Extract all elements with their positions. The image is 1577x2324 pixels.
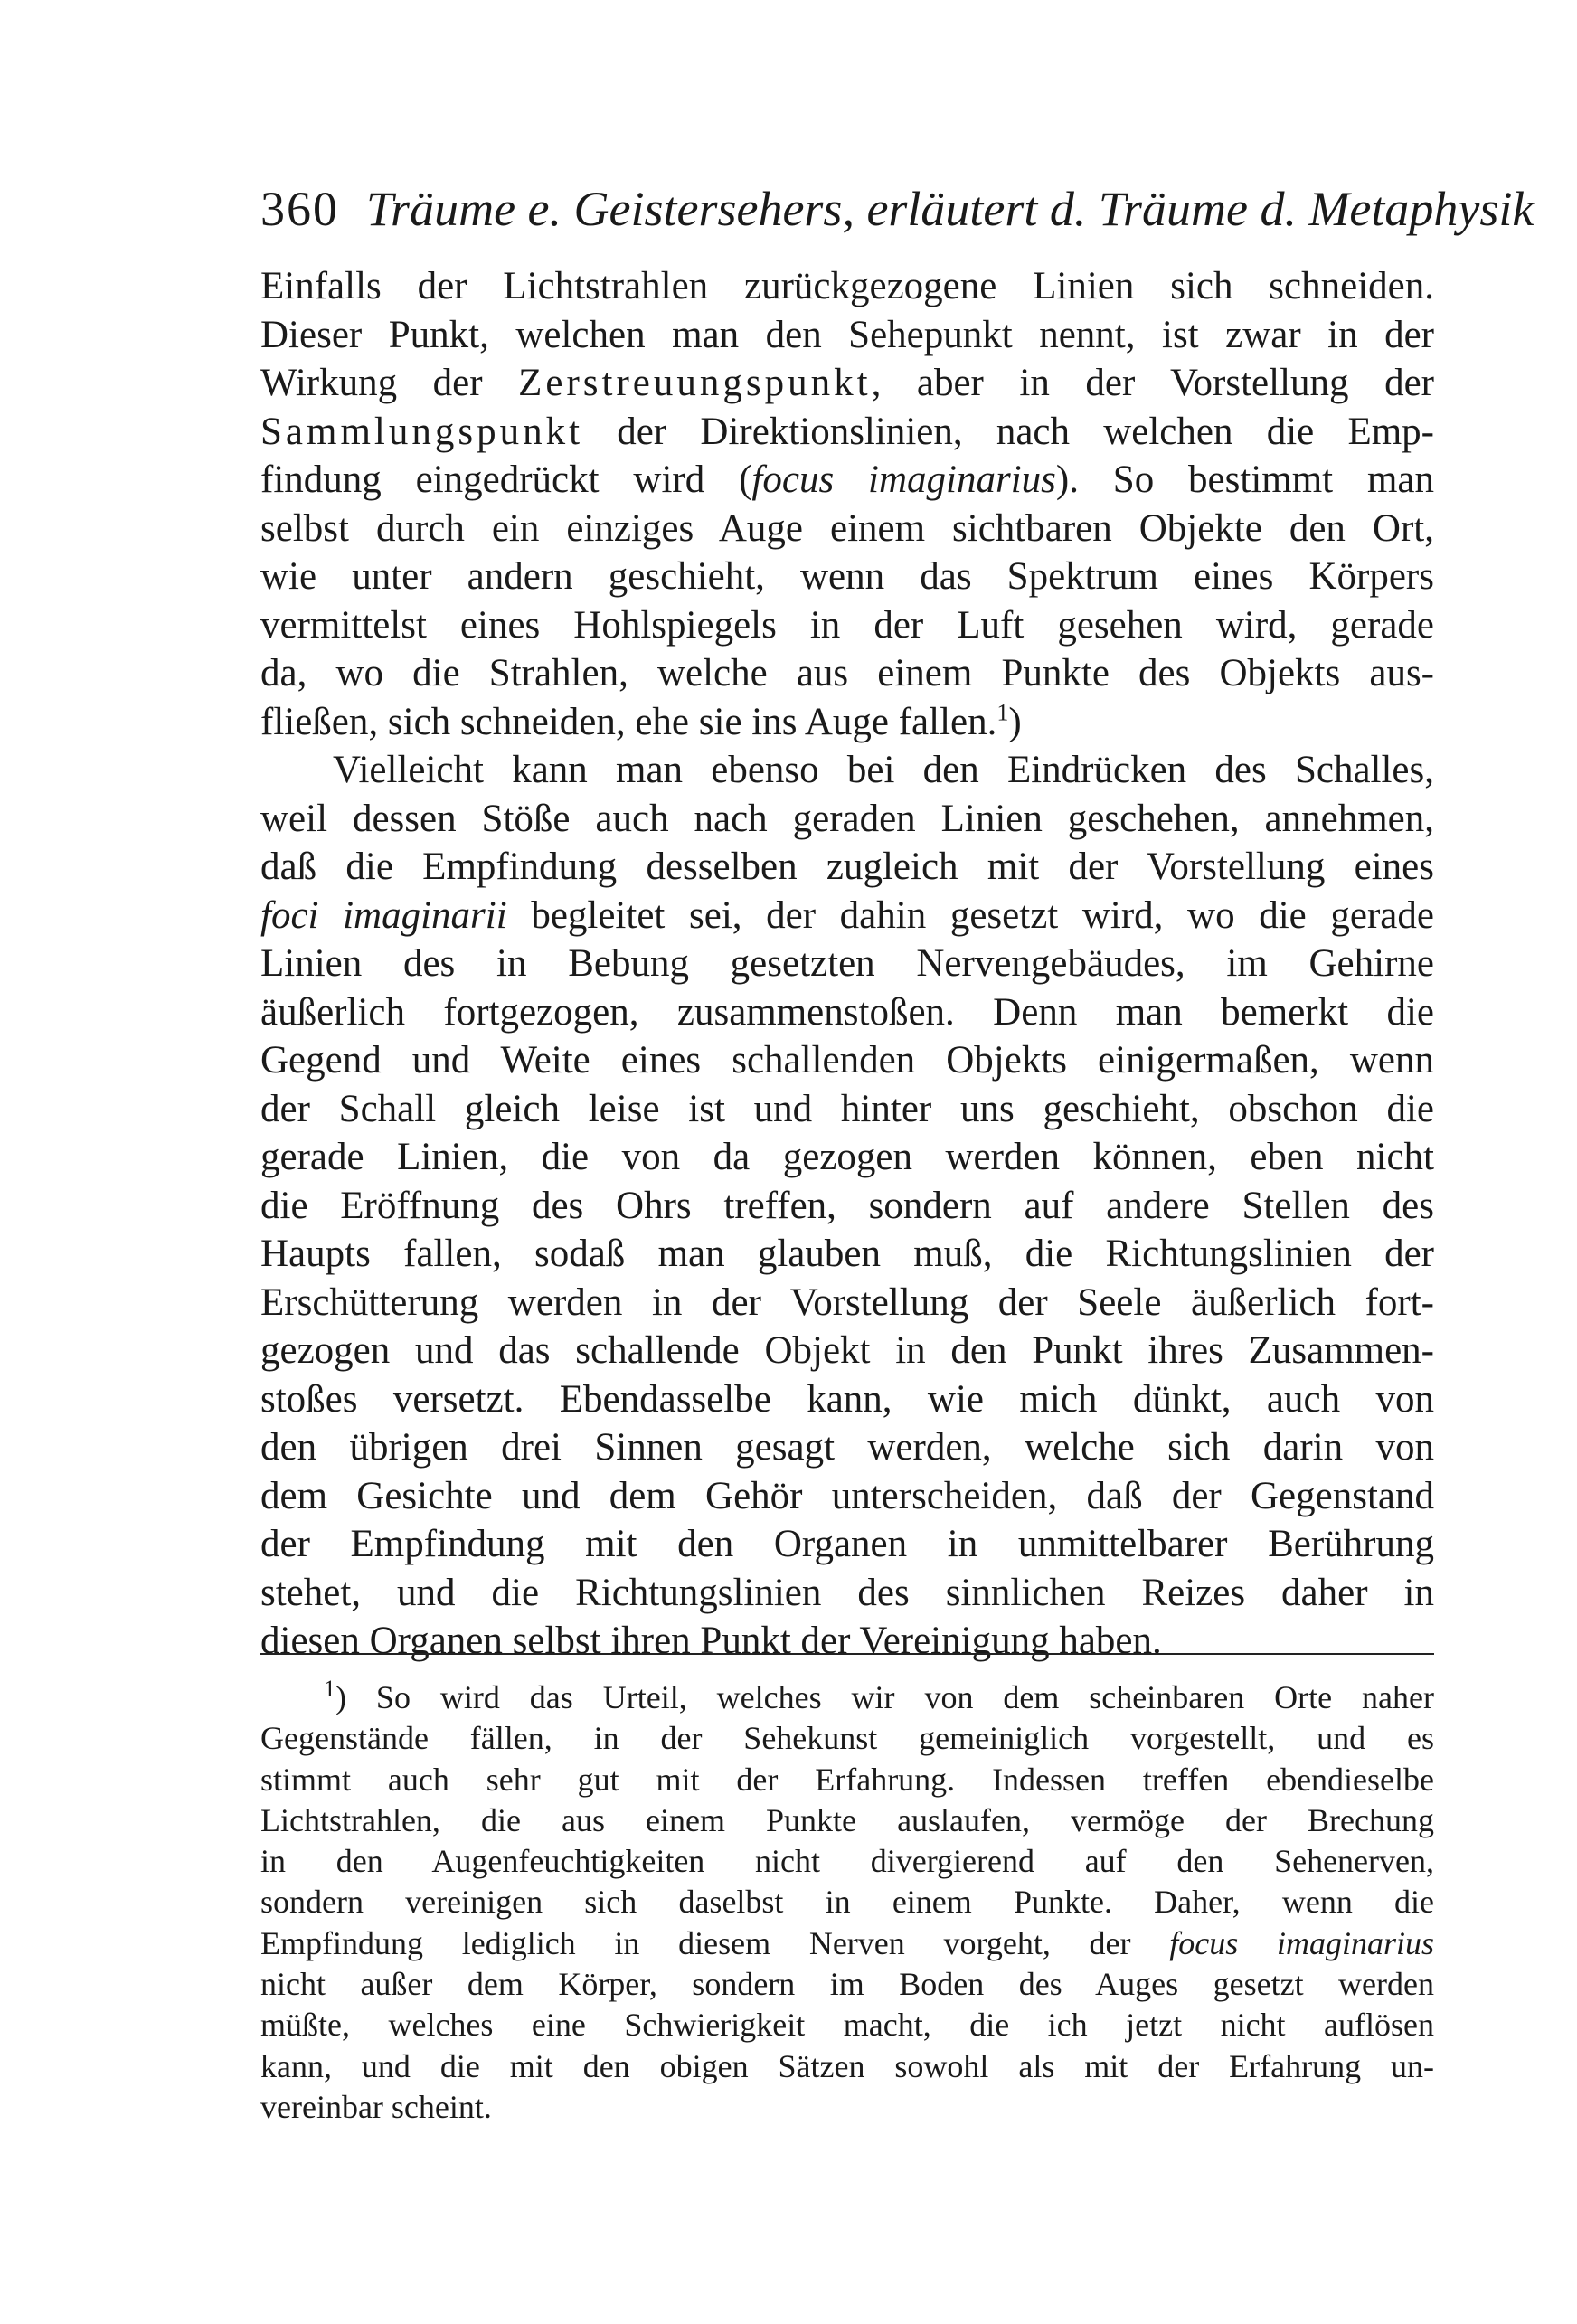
text-line: Erschütterung werden in der Vorstellung der Seele äußerlich fort- xyxy=(260,1280,1434,1324)
text-line: gezogen und das schallende Objekt in den Punkt ihres Zusammen- xyxy=(260,1329,1434,1372)
footnote-line: stimmt auch sehr gut mit der Erfahrung. Indessen treffen ebendieselbe xyxy=(260,1761,1434,1798)
text-line: Vielleicht kann man ebenso bei den Eindrücken des Schalles, xyxy=(333,749,1434,791)
text-line: fließen, sich schneiden, ehe sie ins Auge fallen.$^1$) xyxy=(260,699,1022,743)
text-line: findung eingedrückt wird (focus imaginarius). So bestimmt man xyxy=(260,458,1434,501)
text-line: diesen Organen selbst ihren Punkt der Vereinigung haben. xyxy=(260,1620,1162,1662)
text-line: Sammlungspunkt der Direktionslinien, nach welchen die Emp- xyxy=(260,410,1434,453)
text-line: den übrigen drei Sinnen gesagt werden, welche sich darin von xyxy=(260,1426,1434,1469)
text-line: da, wo die Strahlen, welche aus einem Punkte des Objekts aus- xyxy=(260,652,1434,694)
footnote-line: kann, und die mit den obigen Sätzen sowohl als mit der Erfahrung un- xyxy=(260,2047,1434,2084)
spaced-term: Sammlungspunkt xyxy=(260,410,584,453)
text-line: dem Gesichte und dem Gehör unterscheiden, daß der Gegenstand xyxy=(260,1474,1434,1517)
text-line: der Schall gleich leise ist und hinter uns geschieht, obschon die xyxy=(260,1087,1434,1130)
italic-term: focus imaginarius xyxy=(751,458,1056,501)
footnote-line: nicht außer dem Körper, sondern im Boden des Auges gesetzt werden xyxy=(260,1966,1434,2003)
text-line: wie unter andern geschieht, wenn das Spektrum eines Körpers xyxy=(260,555,1434,598)
footnote-divider xyxy=(260,1653,1434,1655)
main-text xyxy=(260,262,1434,1666)
text-line: Wirkung der Zerstreuungspunkt, aber in der Vorstellung der xyxy=(260,362,1434,404)
text-line: stehet, und die Richtungslinien des sinnlichen Reizes daher in xyxy=(260,1571,1434,1614)
text-line: Einfalls der Lichtstrahlen zurückgezogene Linien sich schneiden. xyxy=(260,265,1434,307)
footnote-line: Empfindung lediglich in diesem Nerven vorgeht, der focus imaginarius xyxy=(260,1924,1434,1961)
footnote-line: sondern vereinigen sich daselbst in einem Punkte. Daher, wenn die xyxy=(260,1884,1434,1921)
footnote-line: Gegenstände fällen, in der Sehekunst gemeiniglich vorgestellt, und es xyxy=(260,1720,1434,1757)
italic-term: foci imaginarii xyxy=(260,893,507,937)
text-line: äußerlich fortgezogen, zusammenstoßen. Denn man bemerkt die xyxy=(260,990,1434,1034)
spaced-term: Zerstreuungspunkt xyxy=(518,362,872,404)
footnote-line: vereinbar scheint. xyxy=(260,2088,492,2125)
text-line: daß die Empfindung desselben zugleich mit der Vorstellung eines xyxy=(260,846,1434,888)
footnote xyxy=(260,1677,1434,2128)
page-number: 360 xyxy=(260,182,339,236)
footnote-line: Lichtstrahlen, die aus einem Punkte auslaufen, vermöge der Brechung xyxy=(260,1801,1434,1838)
footnote-line: müßte, welches eine Schwierigkeit macht, die ich jetzt nicht auflösen xyxy=(260,2007,1434,2044)
text-line: Haupts fallen, sodaß man glauben muß, die Richtungslinien der xyxy=(260,1233,1434,1275)
italic-term: focus imaginarius xyxy=(1169,1924,1434,1961)
text-line: selbst durch ein einziges Auge einem sichtbaren Objekte den Ort, xyxy=(260,506,1434,550)
footnote-reference: 1 xyxy=(996,699,1009,726)
footnote-line: $^1$) So wird das Urteil, welches wir von dem scheinbaren Orte naher xyxy=(324,1676,1434,1715)
text-line: stoßes versetzt. Ebendasselbe kann, wie mich dünkt, auch von xyxy=(260,1377,1434,1421)
text-line: vermittelst eines Hohlspiegels in der Luft gesehen wird, gerade xyxy=(260,603,1434,647)
text-line: gerade Linien, die von da gezogen werden können, eben nicht xyxy=(260,1136,1434,1178)
text-line: Dieser Punkt, welchen man den Sehepunkt nennt, ist zwar in der xyxy=(260,313,1434,356)
running-header xyxy=(260,177,1535,241)
text-line: Gegend und Weite eines schallenden Objekts einigermaßen, wenn xyxy=(260,1039,1434,1082)
text-line: die Eröffnung des Ohrs treffen, sondern auf andere Stellen des xyxy=(260,1184,1434,1227)
text-line: Linien des in Bebung gesetzten Nervengebäudes, im Gehirne xyxy=(260,942,1434,985)
text-line: der Empfindung mit den Organen in unmittelbarer Berührung xyxy=(260,1523,1434,1565)
text-line: weil dessen Stöße auch nach geraden Linien geschehen, annehmen, xyxy=(260,797,1434,840)
footnote-line: in den Augenfeuchtigkeiten nicht divergierend auf den Sehenerven, xyxy=(260,1843,1434,1880)
text-line: foci imaginarii begleitet sei, der dahin gesetzt wird, wo die gerade xyxy=(260,893,1434,937)
running-title: Träume e. Geistersehers, erläutert d. Träume d. Metaphysik xyxy=(366,182,1535,236)
footnote-marker: 1 xyxy=(324,1676,335,1702)
